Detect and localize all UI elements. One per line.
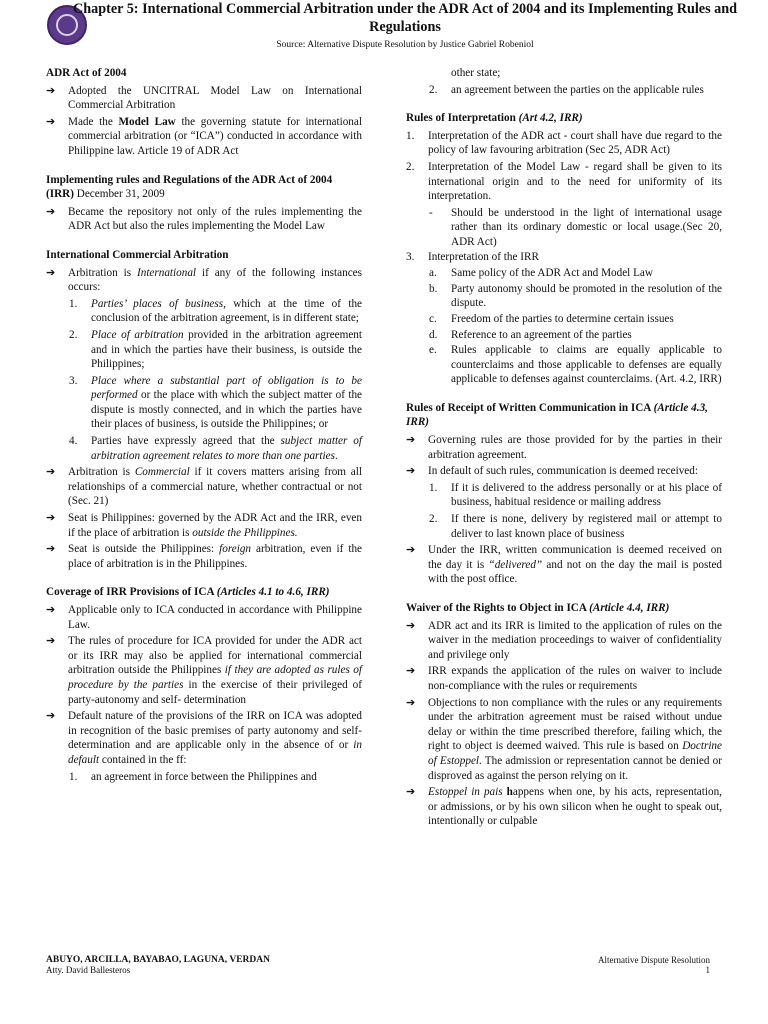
chapter-title: Chapter 5: International Commercial Arbitration under the ADR Act of 2004 and its Implementing Rules and Regulations — [72, 1, 738, 35]
arrow-bullet-icon: ➔ — [46, 543, 56, 556]
list-item: 2. Interpretation of the Model Law - regard shall be given to its international origin and to the need for uniformity of its interpretation. — [406, 160, 722, 203]
section-irr — [46, 173, 362, 234]
bullet: ➔ IRR expands the application of the rules on waiver to include non-compliance with the rules or requirements — [406, 665, 722, 692]
section-receipt — [406, 401, 722, 587]
list-item: 2. If there is none, delivery by registered mail or attempt to deliver to last known place of business — [429, 513, 722, 540]
list-item: b. Party autonomy should be promoted in the resolution of the dispute. — [429, 282, 722, 310]
section-title: Coverage of IRR Provisions of ICA (Articles 4.1 to 4.6, IRR) — [46, 586, 330, 599]
bullet: ➔ Seat is Philippines: governed by the ADR Act and the IRR, even if the place of arbitration is outside the Philippines. — [46, 512, 362, 539]
dash-list — [429, 206, 722, 250]
section-title: Implementing rules and Regulations of the ADR Act of 2004 (IRR) December 31, 2009 — [46, 173, 333, 201]
bullet: ➔ Arbitration is Commercial if it covers matters arising from all relationships of a commercial nature, whether contractual or not (Sec. 21) — [46, 466, 362, 508]
list-item: 2. an agreement between the parties on the applicable rules — [429, 83, 704, 96]
section-waiver — [406, 601, 722, 829]
dash-item: - Should be understood in the light of international usage rather than its ordinary domestic or local usage.(Sec 20, ADR Act) — [429, 206, 722, 248]
bullet: ➔ Seat is outside the Philippines: foreign arbitration, even if the place of arbitration is in the Philippines. — [46, 543, 363, 570]
list-item: c. Freedom of the parties to determine certain issues — [429, 312, 674, 325]
bullet: ➔ Became the repository not only of the rules implementing the ADR Act but also the rules implementing the Model Law — [46, 205, 362, 233]
arrow-bullet-icon: ➔ — [46, 205, 56, 218]
bullet: ➔ Made the Model Law the governing statute for international commercial arbitration (or “ICA”) conducted in accordance with Philippine law. Article 19 of ADR Act — [46, 115, 362, 157]
bullet: ➔ Default nature of the provisions of the IRR on ICA was adopted in recognition of the basic premises of party autonomy and self-determination and are applicable only in the absence of or in default contained in the ff: — [46, 710, 362, 766]
arrow-bullet-icon: ➔ — [406, 696, 416, 709]
arrow-bullet-icon: ➔ — [46, 512, 56, 525]
footer-authors: ABUYO, ARCILLA, BAYABAO, LAGUNA, VERDAN — [46, 955, 270, 965]
section-title: ADR Act of 2004 — [46, 67, 127, 79]
bullet: ➔ Governing rules are those provided for by the parties in their arbitration agreement. — [406, 434, 722, 461]
list-item: 1. Interpretation of the ADR act - court shall have due regard to the policy of law favouring arbitration (Sec 25, ADR Act) — [406, 129, 722, 157]
section-title: Waiver of the Rights to Object in ICA (Article 4.4, IRR) — [406, 602, 670, 614]
footer-course: Alternative Dispute Resolution — [598, 955, 710, 965]
section-coverage — [46, 585, 362, 784]
left-column — [46, 66, 362, 798]
section-coverage-continued — [406, 66, 722, 97]
arrow-bullet-icon: ➔ — [46, 604, 56, 616]
numbered-list — [69, 297, 362, 464]
arrow-bullet-icon: ➔ — [406, 434, 416, 447]
bullet: ➔ Objections to non compliance with the rules or any requirements under the arbitration agreement must be raised without undue delay or within the time prescribed therefore, failing which, the right to object is deemed waived. This rule is based on Doctrine of Estoppel. The admission or representation cannot be denied or disproved as against the person relying on it. — [406, 696, 722, 782]
numbered-list — [429, 481, 722, 541]
page-header — [0, 0, 768, 60]
list-item: a. Same policy of the ADR Act and Model Law — [429, 267, 653, 280]
numbered-list — [429, 66, 722, 97]
right-column — [406, 66, 722, 843]
list-item: 1. If it is delivered to the address personally or at his place of business, habitual residence or mailing address — [429, 481, 722, 509]
section-interpretation — [406, 111, 722, 387]
numbered-list — [69, 770, 362, 785]
bullet: ➔ Applicable only to ICA conducted in accordance with Philippine Law. — [46, 604, 362, 631]
bullet: ➔ Estoppel in pais happens when one, by his acts, representation, or admissions, or by his own silicon when he ought to speak out, intentionally or culpable — [406, 786, 722, 828]
list-item: 1. an agreement in force between the Philippines and — [69, 770, 317, 783]
list-item: 4. Parties have expressly agreed that the subject matter of arbitration agreement relates to more than one parties. — [69, 435, 362, 462]
arrow-bullet-icon: ➔ — [46, 115, 56, 128]
list-item-continued: other state; — [451, 67, 501, 79]
bullet: ➔ Under the IRR, written communication is deemed received on the day it is “delivered” and not on the day the mail is posted with the post office. — [406, 544, 723, 586]
bullet: ➔ Adopted the UNCITRAL Model Law on International Commercial Arbitration — [46, 84, 362, 112]
section-title: Rules of Receipt of Written Communication in ICA (Article 4.3, IRR) — [406, 401, 708, 429]
bullet: ➔ ADR act and its IRR is limited to the application of rules on the waiver in the mediation proceedings to waiver of confidentiality and privilege only — [406, 619, 722, 661]
list-item: 1. Parties’ places of business, which at the time of the conclusion of the arbitration agreement, is in different state; — [69, 297, 363, 325]
section-ica — [46, 248, 362, 571]
arrow-bullet-icon: ➔ — [406, 665, 416, 678]
arrow-bullet-icon: ➔ — [46, 466, 56, 479]
page-number: 1 — [705, 965, 710, 975]
list-item: d. Reference to an agreement of the parties — [429, 328, 632, 341]
arrow-bullet-icon: ➔ — [406, 465, 416, 478]
list-item: e. Rules applicable to claims are equally applicable to counterclaims and those applicable to defenses are equally applicable to defenses against counterclaims. (Art. 4.2, IRR) — [429, 344, 722, 386]
arrow-bullet-icon: ➔ — [406, 619, 416, 632]
list-item: 3. Interpretation of the IRR — [406, 250, 539, 263]
bullet: ➔ The rules of procedure for ICA provided for under the ADR act or its IRR may also be applied for international commercial arbitration outside the Philippines if they are adopted as rules of procedure by the parties in the exercise of their privileged of party-autonomy and self- determination — [46, 635, 362, 706]
list-item: 2. Place of arbitration provided in the arbitration agreement and in which the parties have their business, is outside the Philippines; — [69, 328, 363, 371]
arrow-bullet-icon: ➔ — [46, 266, 56, 279]
section-title: Rules of Interpretation (Art 4.2, IRR) — [406, 112, 583, 125]
arrow-bullet-icon: ➔ — [46, 710, 56, 723]
footer-instructor: Atty. David Ballesteros — [46, 965, 131, 975]
arrow-bullet-icon: ➔ — [406, 786, 416, 799]
footer-left — [46, 955, 270, 975]
section-adr-act — [46, 66, 362, 159]
bullet: ➔ Arbitration is International if any of the following instances occurs: — [46, 266, 362, 294]
list-item: 3. Place where a substantial part of obligation is to be performed or the place with which the subject matter of the dispute is mostly connected, and in which the parties have their places of business, is outside the Philippines; or — [69, 374, 362, 431]
bullet: ➔ In default of such rules, communication is deemed received: — [406, 465, 698, 478]
source-line: Source: Alternative Dispute Resolution by Justice Gabriel Robeniol — [276, 40, 534, 50]
footer-right — [560, 955, 710, 975]
lettered-list — [429, 266, 722, 387]
section-title: International Commercial Arbitration — [46, 248, 229, 261]
arrow-bullet-icon: ➔ — [46, 635, 56, 648]
arrow-bullet-icon: ➔ — [46, 84, 56, 97]
arrow-bullet-icon: ➔ — [406, 544, 416, 557]
